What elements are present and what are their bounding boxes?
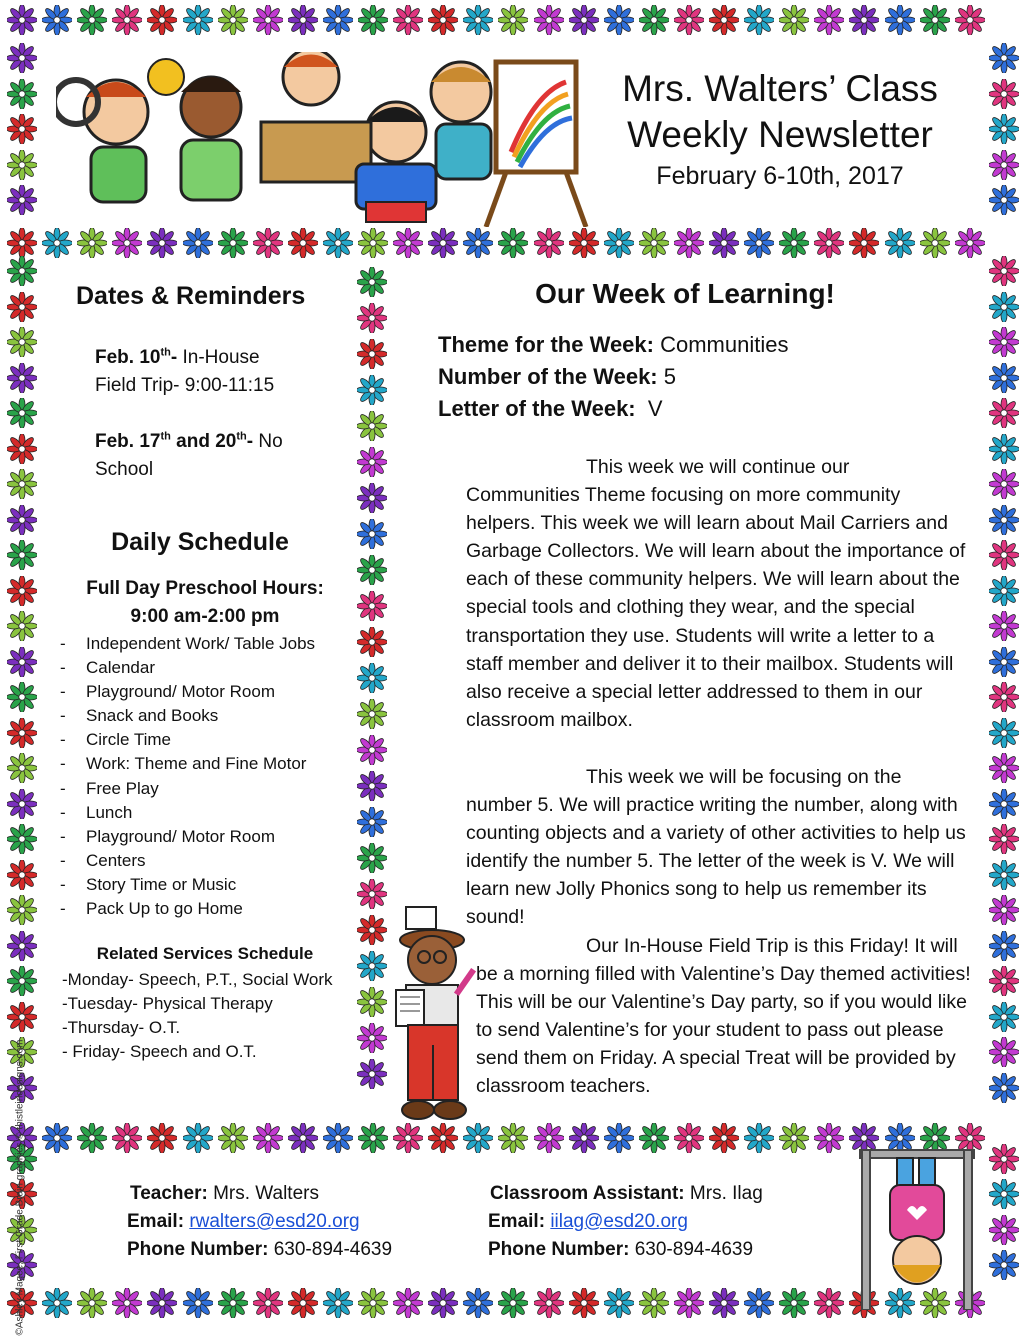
flower-icon [989,931,1019,961]
flower-icon [744,5,774,35]
reminder-text-line2: Field Trip- 9:00-11:15 [95,375,275,396]
flower-icon [357,339,387,369]
flower-icon [989,114,1019,144]
flower-icon [7,185,37,215]
flower-icon [77,1123,107,1153]
flower-icon [498,5,528,35]
flower-icon [7,718,37,748]
flower-icon [357,915,387,945]
flower-icon [989,576,1019,606]
flower-icon [112,1123,142,1153]
flower-icon [147,5,177,35]
flower-icon [7,114,37,144]
related-service-item: -Thursday- O.T. [62,1018,181,1037]
flower-icon [7,647,37,677]
flower-icon [7,576,37,606]
copyright-credit: ©Ashley Magee, First Grade Brain graphics © thistleirldesigns.com [14,1039,26,1336]
flower-icon [989,1215,1019,1245]
flower-icon [357,447,387,477]
schedule-item: - Playground/ Motor Room [60,826,275,846]
flower-icon [920,228,950,258]
flower-icon [989,1250,1019,1280]
flower-icon [989,1179,1019,1209]
flower-icon [357,879,387,909]
schedule-item: - Calendar [60,658,155,678]
flower-icon [989,79,1019,109]
flower-icon [989,789,1019,819]
flower-icon [253,1288,283,1318]
learning-heading: Our Week of Learning! [535,278,835,309]
flower-icon [7,540,37,570]
flower-icon [357,375,387,405]
schedule-item: - Pack Up to go Home [60,899,243,919]
flower-icon [744,1288,774,1318]
mail-carrier-clipart [384,905,484,1125]
flower-icon [989,647,1019,677]
flower-icon [357,663,387,693]
flower-icon [989,611,1019,641]
flower-icon [989,860,1019,890]
flower-icon [744,228,774,258]
flower-icon [357,519,387,549]
assistant-phone-line: Phone Number: 630-894-4639 [488,1239,754,1260]
flower-icon [358,1123,388,1153]
flower-icon [147,228,177,258]
flower-icon [183,1288,213,1318]
flower-icon [498,1288,528,1318]
flower-icon [604,228,634,258]
teacher-email-link[interactable]: rwalters@esd20.org [189,1211,360,1232]
related-services-heading: Related Services Schedule [96,944,314,963]
flower-icon [357,807,387,837]
flower-icon [7,256,37,286]
flower-icon [393,5,423,35]
flower-icon [920,5,950,35]
flower-icon [218,5,248,35]
teacher-email-line: Email: rwalters@esd20.org [127,1211,360,1232]
reminder-text: In-House [177,347,260,368]
flower-icon [357,771,387,801]
flower-icon [183,228,213,258]
flower-icon [147,1123,177,1153]
flower-icon [253,5,283,35]
flower-icon [989,505,1019,535]
flower-icon [357,555,387,585]
learning-paragraph-1: This week we will continue our Communities Theme focusing on more community helpers. This week we will learn about Mail Carriers and Garbage Collectors. We will learn about the importance of each of these community helpers. We will learn about the special tools and clothing they wear, and the special transportation they use. Students will write a letter to a staff member and deliver it to their mailbox. Students will also receive a special letter addressed to them in our classroom mailbox. [466,456,966,731]
flower-icon [989,150,1019,180]
flower-icon [463,1288,493,1318]
flower-icon [814,228,844,258]
flower-icon [42,5,72,35]
flower-icon [218,1288,248,1318]
children-clipart [56,52,596,227]
schedule-item: - Snack and Books [60,706,219,726]
flower-icon [7,43,37,73]
related-service-item: - Friday- Speech and O.T. [62,1042,257,1061]
flower-icon [814,1288,844,1318]
schedule-item: - Lunch [60,802,133,822]
flower-icon [674,228,704,258]
flower-icon [77,1288,107,1318]
flower-icon [183,5,213,35]
flower-icon [534,5,564,35]
flower-icon [604,1123,634,1153]
schedule-item: - Centers [60,850,146,870]
reminder-text: No School [95,431,283,480]
newsletter-title [600,66,960,158]
hours-label: Full Day Preschool Hours: [86,578,324,599]
hours-heading [60,575,350,631]
flower-icon [989,1037,1019,1067]
flower-icon [357,411,387,441]
flower-icon [989,398,1019,428]
flower-icon [989,1073,1019,1103]
flower-icon [744,1123,774,1153]
flower-icon [814,5,844,35]
flower-icon [112,228,142,258]
number-line: Number of the Week: 5 [438,364,676,389]
theme-line: Theme for the Week: Communities [438,332,789,357]
flower-icon [357,951,387,981]
flower-icon [393,1288,423,1318]
flower-icon [709,5,739,35]
flower-icon [7,5,37,35]
flower-icon [323,5,353,35]
flower-icon [709,1288,739,1318]
flower-icon [989,1144,1019,1174]
schedule-item: - Story Time or Music [60,874,237,894]
flower-icon [357,591,387,621]
flower-icon [42,1288,72,1318]
flower-icon [7,150,37,180]
flower-icon [7,682,37,712]
flower-icon [989,682,1019,712]
flower-icon [989,43,1019,73]
teacher-line: Teacher: Mrs. Walters [130,1183,319,1204]
flower-icon [357,627,387,657]
flower-icon [779,1288,809,1318]
title-line-1: Mrs. Walters’ Class [622,68,938,109]
dates-reminders-heading: Dates & Reminders [76,282,306,310]
flower-icon [989,256,1019,286]
flower-icon [7,363,37,393]
related-services-list [62,968,333,1064]
flower-icon [849,228,879,258]
newsletter-date: February 6-10th, 2017 [656,162,904,190]
schedule-item: - Work: Theme and Fine Motor [60,754,307,774]
flower-icon [7,398,37,428]
reminder-date: Feb. 10th- [95,346,178,368]
schedule-list [60,632,315,921]
flower-icon [357,303,387,333]
flower-icon [989,1002,1019,1032]
hours-value: 9:00 am-2:00 pm [130,606,280,627]
flower-icon [674,5,704,35]
flower-icon [288,5,318,35]
flower-icon [358,5,388,35]
flower-icon [989,292,1019,322]
flower-icon [639,1288,669,1318]
related-service-item: -Monday- Speech, P.T., Social Work [62,970,333,989]
flower-icon [218,228,248,258]
flower-icon [463,5,493,35]
flower-icon [534,1288,564,1318]
flower-icon [989,327,1019,357]
flower-icon [639,1123,669,1153]
flower-icon [357,843,387,873]
flower-icon [955,5,985,35]
flower-icon [989,718,1019,748]
flower-icon [955,228,985,258]
reminder-item [95,344,340,400]
flower-icon [7,292,37,322]
flower-icon [604,1288,634,1318]
flower-icon [7,753,37,783]
flower-icon [183,1123,213,1153]
flower-icon [814,1123,844,1153]
flower-icon [7,789,37,819]
related-service-item: -Tuesday- Physical Therapy [62,994,273,1013]
flower-icon [112,5,142,35]
flower-icon [428,228,458,258]
flower-icon [358,1288,388,1318]
flower-icon [428,1288,458,1318]
flower-icon [357,1023,387,1053]
flower-icon [569,1288,599,1318]
flower-icon [393,228,423,258]
flower-icon [779,228,809,258]
flower-icon [42,228,72,258]
flower-icon [498,228,528,258]
learning-paragraph-2: This week we will be focusing on the number 5. We will practice writing the number, along with counting objects and a variety of other activities to help us identify the number 5. The letter of the week is V. We will learn new Jolly Phonics song to help us remember its sound! [466,766,966,929]
flower-icon [534,1123,564,1153]
monkey-bars-clipart [852,1140,982,1310]
flower-icon [604,5,634,35]
flower-icon [989,540,1019,570]
flower-icon [42,1123,72,1153]
daily-schedule-heading: Daily Schedule [111,528,289,556]
flower-icon [989,363,1019,393]
flower-icon [779,1123,809,1153]
flower-icon [463,228,493,258]
assistant-email-link[interactable]: iilag@esd20.org [550,1211,688,1232]
schedule-item: - Circle Time [60,730,172,750]
flower-icon [253,228,283,258]
flower-icon [989,895,1019,925]
flower-icon [288,1123,318,1153]
flower-icon [7,327,37,357]
flower-icon [357,483,387,513]
flower-icon [288,1288,318,1318]
flower-icon [498,1123,528,1153]
schedule-item: - Free Play [60,778,159,798]
flower-icon [428,5,458,35]
flower-icon [569,5,599,35]
reminder-date: Feb. 17th and 20th- [95,430,254,452]
flower-icon [989,966,1019,996]
flower-icon [849,5,879,35]
flower-icon [709,1123,739,1153]
flower-icon [7,79,37,109]
assistant-line: Classroom Assistant: Mrs. Ilag [490,1183,763,1204]
flower-icon [357,267,387,297]
flower-icon [357,987,387,1017]
flower-icon [112,1288,142,1318]
flower-icon [989,824,1019,854]
flower-icon [357,1059,387,1089]
flower-icon [218,1123,248,1153]
flower-icon [147,1288,177,1318]
learning-paragraph-3: Our In-House Field Trip is this Friday! It will be a morning filled with Valentine’s Day themed activities! This will be our Valentine’s Day party, so if you would like to send Valentine’s for your student to pass out please send them on Friday. A special Treat will be provided by classroom teachers. [476,935,971,1098]
flower-icon [393,1123,423,1153]
flower-icon [989,434,1019,464]
flower-icon [7,469,37,499]
flower-icon [288,228,318,258]
letter-line: Letter of the Week: V [438,396,663,421]
flower-icon [569,228,599,258]
flower-icon [463,1123,493,1153]
flower-icon [989,469,1019,499]
flower-icon [323,1288,353,1318]
schedule-item: - Independent Work/ Table Jobs [60,634,316,653]
flower-icon [7,228,37,258]
flower-icon [323,1123,353,1153]
flower-icon [77,228,107,258]
flower-icon [569,1123,599,1153]
flower-icon [7,824,37,854]
schedule-item: - Playground/ Motor Room [60,682,275,702]
flower-icon [779,5,809,35]
assistant-email-line: Email: iilag@esd20.org [488,1211,688,1232]
reminder-item [95,428,340,484]
flower-icon [709,228,739,258]
flower-icon [77,5,107,35]
flower-icon [885,5,915,35]
flower-icon [674,1123,704,1153]
teacher-phone-line: Phone Number: 630-894-4639 [127,1239,393,1260]
flower-icon [357,699,387,729]
flower-icon [358,228,388,258]
flower-icon [885,228,915,258]
flower-icon [323,228,353,258]
flower-icon [7,434,37,464]
flower-icon [428,1123,458,1153]
flower-icon [7,505,37,535]
flower-icon [7,611,37,641]
flower-icon [534,228,564,258]
flower-icon [639,228,669,258]
flower-icon [639,5,669,35]
title-line-2: Weekly Newsletter [627,114,933,155]
flower-icon [357,735,387,765]
flower-icon [989,753,1019,783]
flower-icon [674,1288,704,1318]
flower-icon [253,1123,283,1153]
flower-icon [989,185,1019,215]
